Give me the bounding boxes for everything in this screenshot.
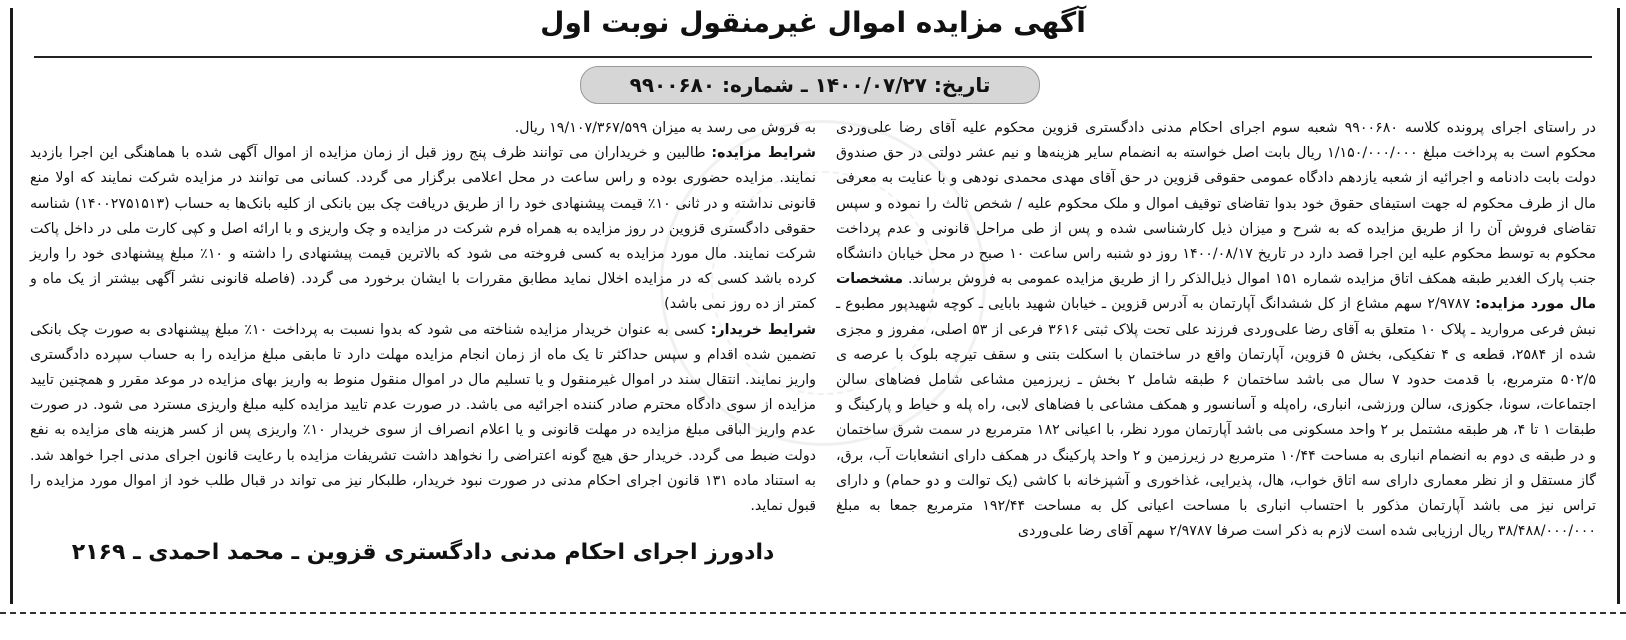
cut-line xyxy=(0,612,1626,614)
specs-heading: مشخصات مال مورد مزایده: xyxy=(836,271,1596,313)
notice-title: آگهی مزایده اموال غیرمنقول نوبت اول xyxy=(540,6,1086,39)
date-number-text: تاریخ: ۱۴۰۰/۰۷/۲۷ ـ شماره: ۹۹۰۰۶۸۰ xyxy=(629,73,991,97)
sale-amount-text: به فروش می رسد به میزان ۱۹/۱۰۷/۳۶۷/۵۹۹ ریال. xyxy=(514,120,816,136)
date-number-box xyxy=(580,66,1040,104)
right-column xyxy=(836,116,1596,544)
auction-conditions-text: طالبین و خریداران می توانند ظرف پنج روز قبل از زمان مزایده از اموال آگهی شده با هماهنگی این اجرا بازدید نمایند. مزایده حضوری بوده و راس ساعت در محل اعلامی برگزار می گردد. کسانی می توانند در مزایده شرکت نمایند که اولا منع قانونی نداشته و در ثانی ۱۰٪ قیمت پیشنهادی خود را از طریق دریافت چک بین بانکی از کلیه بانک‌ها به حساب (۱۴۰۰۲۷۵۱۵۱۳) شناسه حقوقی دادگستری قزوین در روز مزایده به همراه فرم شرکت در مزایده و چک واریزی و با ارائه اصل و کپی کارت ملی در داخل پاکت شرکت نمایند. مال مورد مزایده به کسی فروخته می شود که بالاترین قیمت پیشنهادی را داشته و ۱۰٪ مبلغ پیشنهادی خود را واریز کرده باشد کسی که در مزایده اخلال نماید مطابق مقررات با ایشان برخورد می گردد. (فاصله قانونی نشر آگهی بیشتر از یک ماه و کمتر از ده روز نمی باشد) xyxy=(30,145,816,313)
buyer-conditions-heading: شرایط خریدار: xyxy=(710,321,816,338)
specs-text: ۲/۹۷۸۷ سهم مشاع از کل ششدانگ آپارتمان به آدرس قزوین ـ خیابان شهید بابایی ـ کوچه شهیدپور مطبوع ـ نبش فرعی مروارید ـ پلاک ۱۰ متعلق به آقای رضا علی‌وردی فرزند علی تحت پلاک ثبتی ۳۶۱۶ فرعی از ۵۳ اصلی، مفروز و مجزی شده از ۲۵۸۴، قطعه ی ۴ تفکیکی، بخش ۵ قزوین، آپارتمان واقع در ساختمان با اسکلت بتنی و سقف تیرچه بلوک با عرصه ی ۵۰۲/۵ مترمربع، با قدمت حدود ۷ سال می باشد ساختمان ۶ طبقه شامل ۲ بخش ـ زیرزمین مشاعی شامل فضاهای سالن اجتماعات، سونا، جکوزی، سالن ورزشی، انباری، راه‌پله و آسانسور و همکف مشاعی با فضاهای لابی، راه پله و حیاط و پارکینگ و طبقات ۱ تا ۴، هر طبقه مشتمل بر ۲ واحد مسکونی می باشد آپارتمان مورد نظر، با اعیانی ۱۸۲ مترمربع در سمت شرق ساختمان و در طبقه ی دوم به انضمام انباری به مساحت ۱۰/۴۴ مترمربع در زیرزمین و ۲ واحد پارکینگ در همکف دارای انشعابات آب، برق، گاز مستقل و از نظر معماری دارای سه اتاق خواب، هال، پذیرایی، غذاخوری و آشپزخانه با کاشی (یک توالت و دو حمام) و دارای تراس نیز می باشد آپارتمان مذکور با احتساب انباری با مساحت اعیانی کل به مساحت ۱۹۲/۴۴ مترمربع جمعا به مبلغ ۳۸/۴۸۸/۰۰۰/۰۰۰ ریال ارزیابی شده است لازم به ذکر است صرفا ۲/۹۷۸۷ سهم آقای رضا علی‌وردی xyxy=(836,296,1596,540)
auction-conditions-heading: شرایط مزایده: xyxy=(711,145,816,162)
intro-paragraph: در راستای اجرای پرونده کلاسه ۹۹۰۰۶۸۰ شعبه سوم اجرای احکام مدنی دادگستری قزوین محکوم علیه آقای رضا علی‌وردی محکوم است به پرداخت مبلغ ۱/۱۵۰/۰۰۰/۰۰۰ ریال بابت اصل خواسته به انضمام سایر هزینه‌ها و نیم عشر دولتی در حق صندوق دولت بابت دادنامه و اجرائیه از شعبه یازدهم دادگاه عمومی حقوقی قزوین در حق آقای مهدی محمدی نودهی و با عنایت به معرفی مال از طرف محکوم له جهت استیفای حقوق خود بدوا تقاضای توقیف اموال و ملک محکوم علیه / شخص ثالث را نموده و سپس تقاضای فروش آن را از طریق مزایده که به شرح و میزان ذیل کارشناسی شده و پس از طی مراحل قانونی و عدم پرداخت محکوم به توسط محکوم علیه این اجرا قصد دارد در تاریخ ۱۴۰۰/۰۸/۱۷ روز دو شنبه راس ساعت ۱۰ صبح در محل خیابان دانشگاه جنب پارک الغدیر طبقه همکف اتاق مزایده شماره ۱۵۱ اموال ذیل‌الذکر را از طریق مزایده عمومی به فروش برساند. xyxy=(836,120,1596,288)
signature-line: دادورز اجرای احکام مدنی دادگستری قزوین ـ محمد احمدی ـ ۲۱۶۹ xyxy=(71,540,775,565)
title-divider xyxy=(34,56,1592,58)
left-column xyxy=(30,116,816,519)
buyer-conditions-text: کسی به عنوان خریدار مزایده شناخته می شود که بدوا نسبت به پرداخت ۱۰٪ مبلغ پیشنهادی به صورت چک بانکی تضمین شده اقدام و سپس حداکثر تا یک ماه از زمان انجام مزایده مهلت دارد تا مابقی مبلغ مزایده را به حساب سپرده دادگستری واریز نمایند. انتقال سند در اموال غیرمنقول و یا تسلیم مال در اموال منقول منوط به واریز بهای مزایده در موعد مقرر و همچنین تایید مزایده از سوی دادگاه محترم صادر کننده اجرائیه می باشد. در صورت عدم تایید مزایده کلیه مبلغ واریزی مسترد می شود. در صورت عدم واریز الباقی مبلغ مزایده در مهلت قانونی و یا اعلام انصراف از سوی خریدار ۱۰٪ واریزی پس از کسر هزینه های مزایده به نفع دولت ضبط می گردد. خریدار حق هیچ گونه اعتراضی را نخواهد داشت تشریفات مزایده با رعایت قانون اجرای مدنی اجرا خواهد شد. به استناد ماده ۱۳۱ قانون اجرای احکام مدنی در صورت نبود خریدار، طلبکار نیز می تواند در قبال طلب خود از اموال مورد مزایده را قبول نماید. xyxy=(30,321,816,515)
